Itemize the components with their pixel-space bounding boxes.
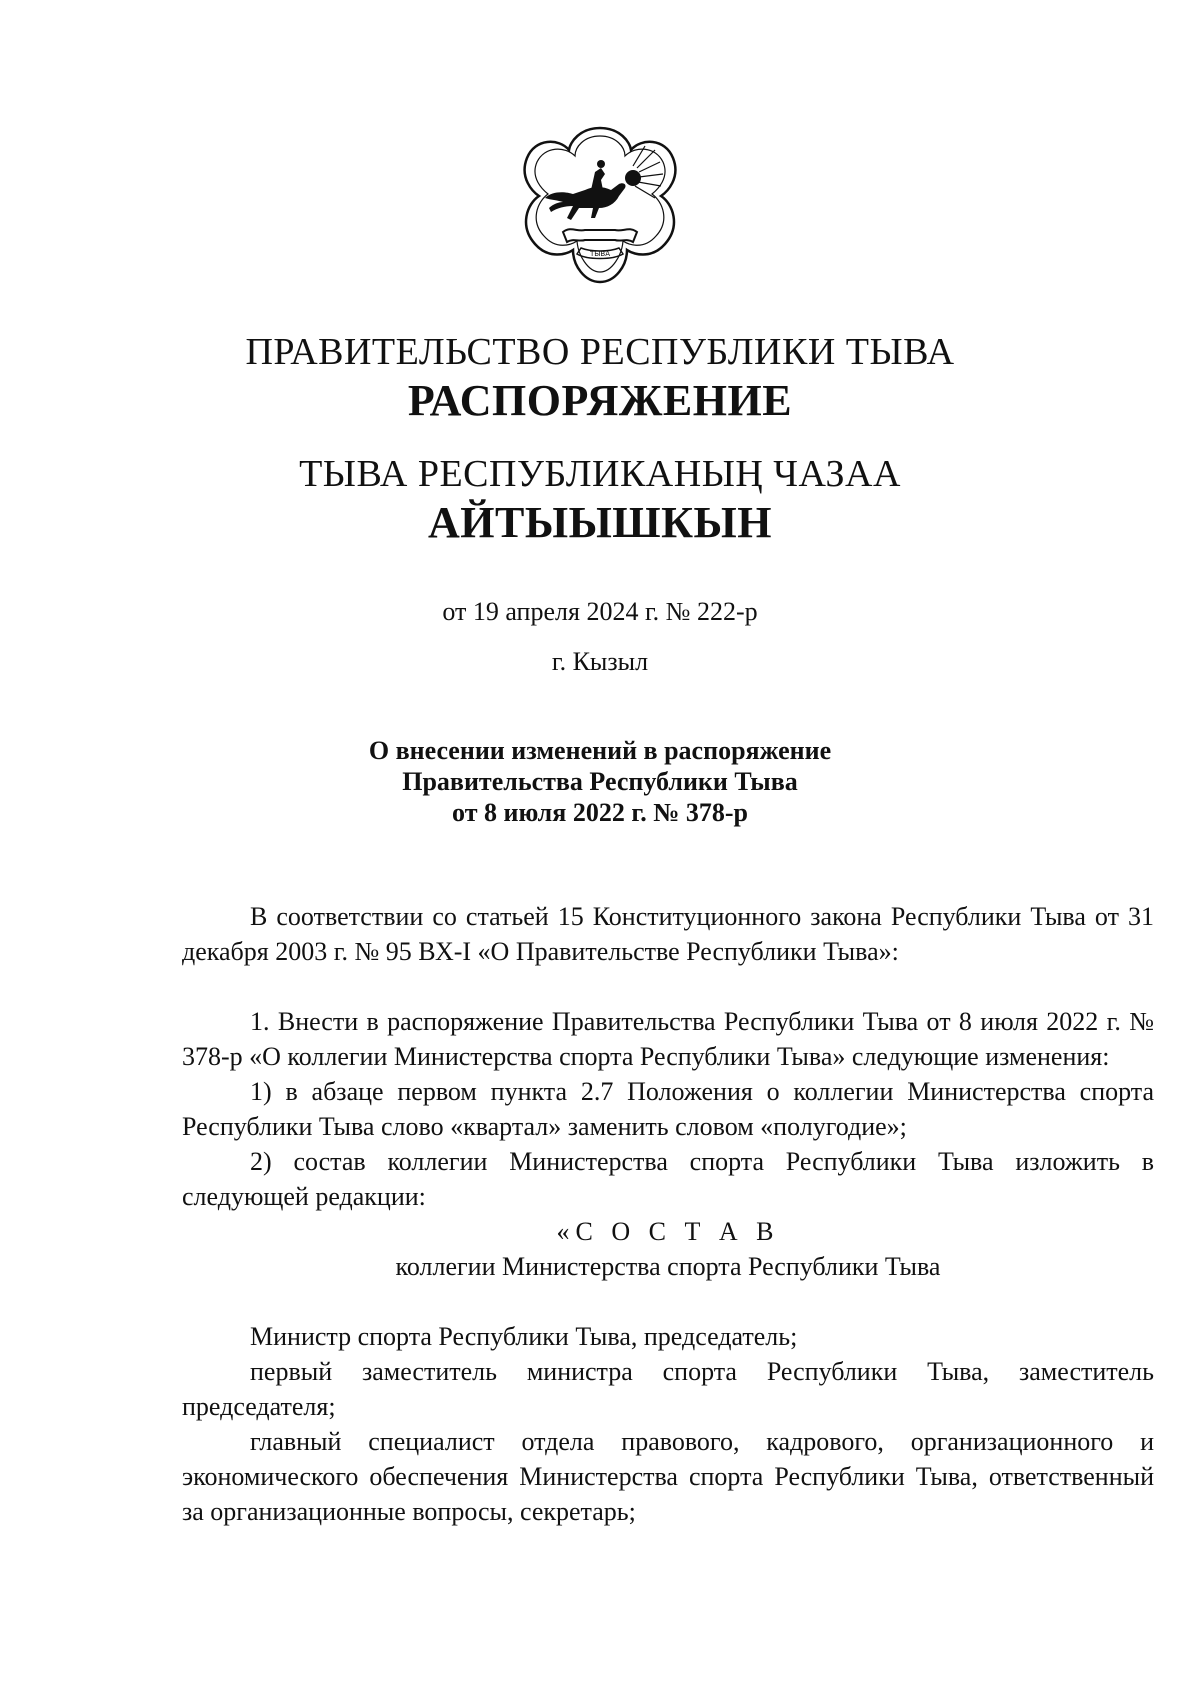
document-subject bbox=[0, 735, 1200, 828]
act-type-tyv: АЙТЫЫШКЫН bbox=[428, 498, 772, 547]
member-1: Министр спорта Республики Тыва, председатель; bbox=[250, 1322, 798, 1351]
composition-title: «С О С Т А В bbox=[556, 1217, 780, 1246]
composition-subtitle: коллегии Министерства спорта Республики Тыва bbox=[395, 1252, 941, 1281]
subject-line-1: О внесении изменений в распоряжение bbox=[368, 736, 832, 765]
tuva-emblem-icon bbox=[515, 120, 685, 290]
member-2: первый заместитель министра спорта Республики Тыва, заместитель председателя; bbox=[182, 1357, 1154, 1421]
subject-line-3: от 8 июля 2022 г. № 378-р bbox=[452, 798, 748, 827]
document-date-number: от 19 апреля 2024 г. № 222-р bbox=[442, 597, 758, 626]
member-3: главный специалист отдела правового, кадрового, организационного и экономического обеспечения Министерства спорта Республики Тыва, ответственный за организационные вопросы, секретарь; bbox=[182, 1427, 1154, 1526]
item-1-2-paragraph: 2) состав коллегии Министерства спорта Республики Тыва изложить в следующей редакции: bbox=[182, 1147, 1154, 1211]
item-1-1-paragraph: 1) в абзаце первом пункта 2.7 Положения о коллегии Министерства спорта Республики Тыва слово «квартал» заменить словом «полугодие»; bbox=[182, 1077, 1154, 1141]
government-title-ru: ПРАВИТЕЛЬСТВО РЕСПУБЛИКИ ТЫВА bbox=[245, 331, 955, 373]
emblem-caption: ТЫВА bbox=[589, 250, 611, 258]
subject-line-2: Правительства Республики Тыва bbox=[402, 767, 798, 796]
item-1-paragraph: 1. Внести в распоряжение Правительства Республики Тыва от 8 июля 2022 г. № 378-р «О коллегии Министерства спорта Республики Тыва» следующие изменения: bbox=[182, 1007, 1154, 1071]
government-title-tyv: ТЫВА РЕСПУБЛИКАНЫҢ ЧАЗАА bbox=[299, 453, 901, 495]
preamble-paragraph: В соответствии со статьей 15 Конституционного закона Республики Тыва от 31 декабря 2003 г. № 95 ВХ-I «О Правительстве Республики Тыва»: bbox=[182, 902, 1154, 966]
document-city: г. Кызыл bbox=[551, 647, 649, 676]
act-type-ru: РАСПОРЯЖЕНИЕ bbox=[407, 376, 793, 425]
document-body bbox=[182, 899, 1154, 1529]
